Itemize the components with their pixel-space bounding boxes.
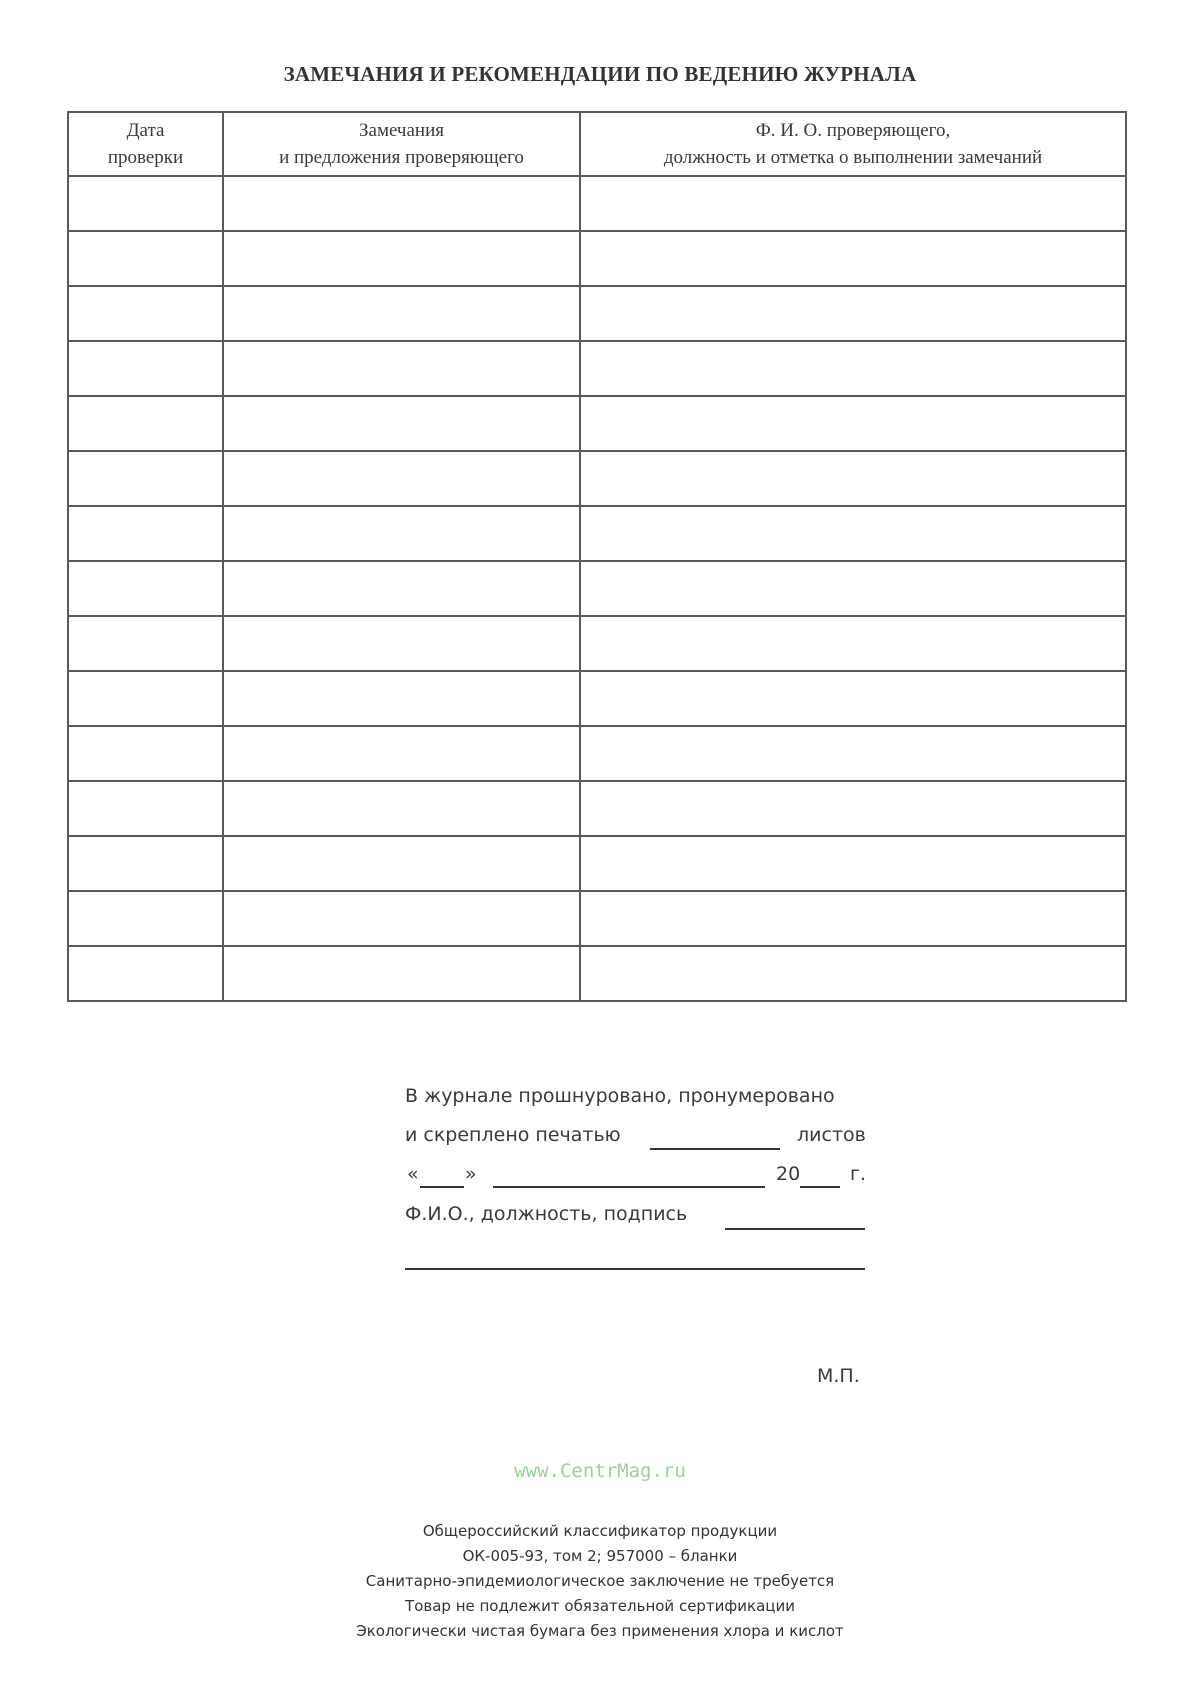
inspector-cell[interactable] (580, 891, 1126, 946)
inspector-cell[interactable] (580, 396, 1126, 451)
year-suffix: г. (850, 1163, 867, 1185)
table-row (68, 286, 1126, 341)
date-cell[interactable] (68, 781, 223, 836)
signature-field[interactable] (725, 1228, 865, 1230)
remarks-cell[interactable] (223, 946, 580, 1001)
footer-line: Санитарно-эпидемиологическое заключение не требуется (365, 1572, 835, 1590)
watermark: www.CentrMag.ru (514, 1460, 686, 1482)
remarks-cell[interactable] (223, 451, 580, 506)
inspector-cell[interactable] (580, 341, 1126, 396)
remarks-cell[interactable] (223, 561, 580, 616)
remarks-cell[interactable] (223, 341, 580, 396)
remarks-cell[interactable] (223, 616, 580, 671)
date-cell[interactable] (68, 946, 223, 1001)
remarks-cell[interactable] (223, 726, 580, 781)
remarks-cell[interactable] (223, 781, 580, 836)
remarks-table (67, 111, 1127, 1002)
date-cell[interactable] (68, 176, 223, 231)
table-body (68, 176, 1126, 1001)
date-cell[interactable] (68, 506, 223, 561)
table-row (68, 671, 1126, 726)
month-field[interactable] (493, 1186, 765, 1188)
sheet-count-field[interactable] (650, 1148, 780, 1150)
inspector-cell[interactable] (580, 231, 1126, 286)
header-remarks: Замечания и предложения проверяющего (223, 112, 580, 176)
remarks-cell[interactable] (223, 286, 580, 341)
inspector-cell[interactable] (580, 726, 1126, 781)
date-cell[interactable] (68, 671, 223, 726)
inspector-cell[interactable] (580, 506, 1126, 561)
table-row (68, 891, 1126, 946)
header-inspector: Ф. И. О. проверяющего, должность и отметка о выполнении замечаний (580, 112, 1126, 176)
stamp-place-label: М.П. (817, 1365, 860, 1387)
date-cell[interactable] (68, 561, 223, 616)
table-row (68, 836, 1126, 891)
table-row (68, 176, 1126, 231)
signature-field-continuation[interactable] (405, 1268, 865, 1270)
page-title: ЗАМЕЧАНИЯ И РЕКОМЕНДАЦИИ ПО ВЕДЕНИЮ ЖУРНАЛА (283, 62, 917, 86)
inspector-cell[interactable] (580, 671, 1126, 726)
quote-close: » (465, 1163, 477, 1185)
table-row (68, 451, 1126, 506)
remarks-cell[interactable] (223, 671, 580, 726)
date-cell[interactable] (68, 286, 223, 341)
quote-open: « (407, 1163, 419, 1185)
table-row (68, 726, 1126, 781)
remarks-cell[interactable] (223, 231, 580, 286)
year-prefix: 20 (776, 1163, 801, 1185)
remarks-cell[interactable] (223, 836, 580, 891)
table-row (68, 341, 1126, 396)
table-row (68, 946, 1126, 1001)
inspector-cell[interactable] (580, 836, 1126, 891)
remarks-cell[interactable] (223, 176, 580, 231)
inspector-cell[interactable] (580, 781, 1126, 836)
footer-line: Общероссийский классификатор продукции (422, 1522, 778, 1540)
day-field[interactable] (420, 1186, 464, 1188)
date-cell[interactable] (68, 891, 223, 946)
date-cell[interactable] (68, 836, 223, 891)
binding-line-2 (405, 1124, 621, 1154)
table-row (68, 231, 1126, 286)
footer-line: Экологически чистая бумага без применения хлора и кислот (356, 1622, 844, 1640)
inspector-cell[interactable] (580, 616, 1126, 671)
inspector-cell[interactable] (580, 286, 1126, 341)
date-cell[interactable] (68, 451, 223, 506)
date-cell[interactable] (68, 341, 223, 396)
table-row (68, 506, 1126, 561)
table-row (68, 396, 1126, 451)
signature-label: Ф.И.О., должность, подпись (405, 1203, 688, 1225)
header-date: Дата проверки (68, 112, 223, 176)
table-row (68, 781, 1126, 836)
remarks-cell[interactable] (223, 506, 580, 561)
inspector-cell[interactable] (580, 946, 1126, 1001)
binding-sheets-label: листов (797, 1124, 866, 1146)
binding-line-4 (405, 1203, 687, 1233)
table-row (68, 616, 1126, 671)
date-cell[interactable] (68, 231, 223, 286)
binding-line-1: В журнале прошнуровано, пронумеровано (405, 1085, 835, 1107)
date-cell[interactable] (68, 616, 223, 671)
inspector-cell[interactable] (580, 561, 1126, 616)
year-field[interactable] (800, 1186, 840, 1188)
date-cell[interactable] (68, 726, 223, 781)
table-header-row (68, 112, 1126, 176)
footer-line: Товар не подлежит обязательной сертификации (405, 1597, 795, 1615)
table-row (68, 561, 1126, 616)
footer-info (0, 1519, 1200, 1644)
date-cell[interactable] (68, 396, 223, 451)
inspector-cell[interactable] (580, 176, 1126, 231)
remarks-cell[interactable] (223, 396, 580, 451)
binding-seal-label: и скреплено печатью (405, 1124, 621, 1146)
inspector-cell[interactable] (580, 451, 1126, 506)
footer-line: ОК-005-93, том 2; 957000 – бланки (462, 1547, 738, 1565)
remarks-cell[interactable] (223, 891, 580, 946)
